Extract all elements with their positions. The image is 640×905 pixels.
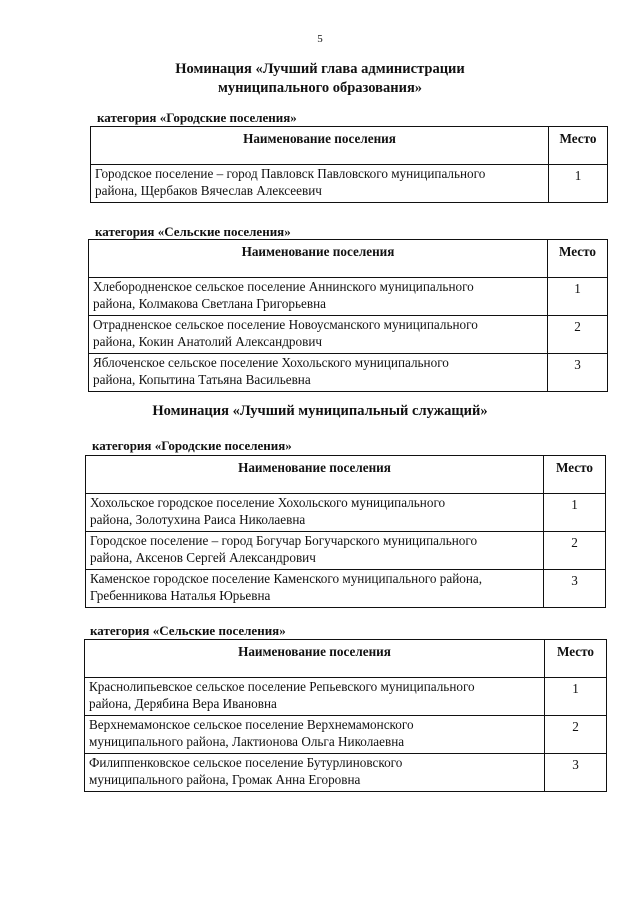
settlement-name-cell [89,354,548,392]
results-table [88,239,608,392]
header-settlement-name: Наименование поселения [91,127,549,165]
place-cell: 1 [545,678,607,716]
name-line: Яблоченское сельское поселение Хохольского муниципального [93,355,449,370]
place-cell: 1 [549,165,608,203]
place-cell: 2 [545,716,607,754]
name-line: Хохольское городское поселение Хохольского муниципального [90,495,446,510]
name-line: района, Кокин Анатолий Александрович [93,334,323,349]
place-cell: 3 [548,354,608,392]
place-cell: 1 [548,278,608,316]
category-label: категория «Сельские поселения» [90,623,286,638]
table-header-row [85,640,607,678]
name-line: Филиппенковское сельское поселение Бутурлиновского [89,755,403,770]
name-line: Отрадненское сельское поселение Новоусманского муниципального [93,317,478,332]
nomination-title-1 [0,60,640,98]
nomination-title-line: Номинация «Лучший муниципальный служащий» [152,403,488,419]
table-row [91,165,608,203]
settlement-name-cell [89,316,548,354]
header-settlement-name: Наименование поселения [85,640,545,678]
page-number: 5 [317,33,323,45]
place-cell: 3 [544,570,606,608]
table-row [89,316,608,354]
header-place: Место [544,456,606,494]
nomination-title-line: муниципального образования» [217,80,423,96]
place-cell: 3 [545,754,607,792]
header-place: Место [549,127,608,165]
name-line: Гребенникова Наталья Юрьевна [90,588,271,603]
table-row [86,494,606,532]
settlement-name-cell [86,570,544,608]
name-line: Городское поселение – город Павловск Павловского муниципального [95,166,486,181]
name-line: Городское поселение – город Богучар Богучарского муниципального [90,533,478,548]
nomination-title-2 [0,402,640,421]
name-line: района, Щербаков Вячеслав Алексеевич [95,183,322,198]
settlement-name-cell [85,754,545,792]
name-line: района, Дерябина Вера Ивановна [89,696,277,711]
header-place: Место [548,240,608,278]
table-header-row [89,240,608,278]
results-table [84,639,607,792]
settlement-name-cell [85,678,545,716]
results-table [85,455,606,608]
table-row [89,278,608,316]
table-row [86,532,606,570]
name-line: Хлебородненское сельское поселение Аннинского муниципального [93,279,474,294]
name-line: муниципального района, Громак Анна Егоровна [89,772,361,787]
settlement-name-cell [91,165,549,203]
name-line: Краснолипьевское сельское поселение Репьевского муниципального [89,679,475,694]
name-line: района, Аксенов Сергей Александрович [90,550,316,565]
settlement-name-cell [85,716,545,754]
header-place: Место [545,640,607,678]
settlement-name-cell [89,278,548,316]
results-table [90,126,608,203]
place-cell: 2 [544,532,606,570]
name-line: района, Копытина Татьяна Васильевна [93,372,311,387]
name-line: муниципального района, Лактионова Ольга Николаевна [89,734,405,749]
name-line: Верхнемамонское сельское поселение Верхнемамонского [89,717,414,732]
name-line: района, Золотухина Раиса Николаевна [90,512,306,527]
name-line: Каменское городское поселение Каменского муниципального района, [90,571,483,586]
place-cell: 1 [544,494,606,532]
table-header-row [86,456,606,494]
category-label: категория «Городские поселения» [92,438,292,453]
place-cell: 2 [548,316,608,354]
table-row [85,716,607,754]
settlement-name-cell [86,532,544,570]
category-label: категория «Городские поселения» [97,110,297,125]
name-line: района, Колмакова Светлана Григорьевна [93,296,326,311]
category-label: категория «Сельские поселения» [95,224,291,239]
table-row [86,570,606,608]
header-settlement-name: Наименование поселения [86,456,544,494]
header-settlement-name: Наименование поселения [89,240,548,278]
table-row [85,754,607,792]
nomination-title-line: Номинация «Лучший глава администрации [175,61,465,77]
table-row [85,678,607,716]
settlement-name-cell [86,494,544,532]
table-row [89,354,608,392]
table-header-row [91,127,608,165]
